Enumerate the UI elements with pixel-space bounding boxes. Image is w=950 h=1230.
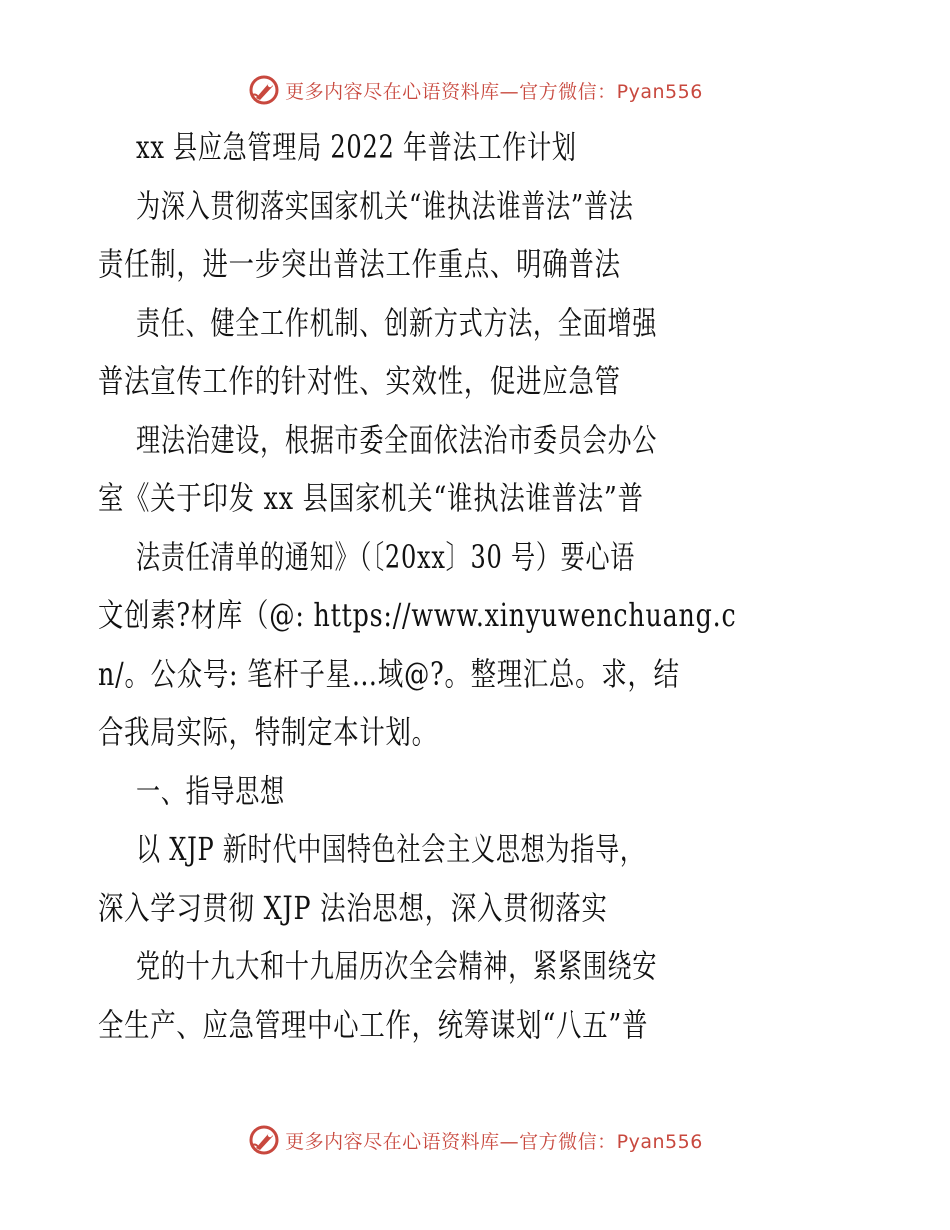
paragraph-line: 责任制，进一步突出普法工作重点、明确普法 (98, 245, 621, 283)
paragraph-line: 党的十九大和十九届历次全会精神，紧紧围绕安 (136, 947, 658, 985)
paragraph-line: 全生产、应急管理中心工作，统筹谋划“八五”普 (98, 1006, 649, 1044)
watermark-banner-bottom (0, 1120, 950, 1160)
paragraph-line: 合我局实际，特制定本计划。 (98, 713, 438, 751)
paragraph-line: 文创素?材库（@: https://www.xinyuwenchuang.c (98, 596, 737, 634)
paragraph-line: 为深入贯彻落实国家机关“谁执法谁普法”普法 (136, 187, 634, 225)
paragraph-line: 责任、健全工作机制、创新方式方法，全面增强 (136, 304, 658, 342)
watermark-banner-top (0, 70, 950, 110)
paragraph-line: 以 XJP 新时代中国特色社会主义思想为指导， (136, 830, 645, 868)
paragraph-line: 深入学习贯彻 XJP 法治思想，深入贯彻落实 (98, 889, 608, 927)
section-heading: 一、指导思想 (136, 772, 285, 810)
paragraph-line: 普法宣传工作的针对性、实效性，促进应急管 (98, 362, 621, 400)
watermark-text: 更多内容尽在心语资料库—官方微信：Pyan556 (285, 1130, 703, 1153)
paragraph-line: 室《关于印发 xx 县国家机关“谁执法谁普法”普 (98, 479, 644, 517)
paragraph-line: 理法治建设，根据市委全面依法治市委员会办公 (136, 421, 658, 459)
watermark-text: 更多内容尽在心语资料库—官方微信：Pyan556 (285, 80, 703, 103)
paragraph-line: 法责任清单的通知》（〔20xx〕30 号）要心语 (136, 538, 636, 576)
pen-nib-seal-icon (247, 1123, 281, 1157)
document-title: xx 县应急管理局 2022 年普法工作计划 (136, 128, 577, 166)
pen-nib-seal-icon (247, 73, 281, 107)
paragraph-line: n/。公众号: 笔杆子星…域@?。整理汇总。求，结 (98, 655, 680, 693)
